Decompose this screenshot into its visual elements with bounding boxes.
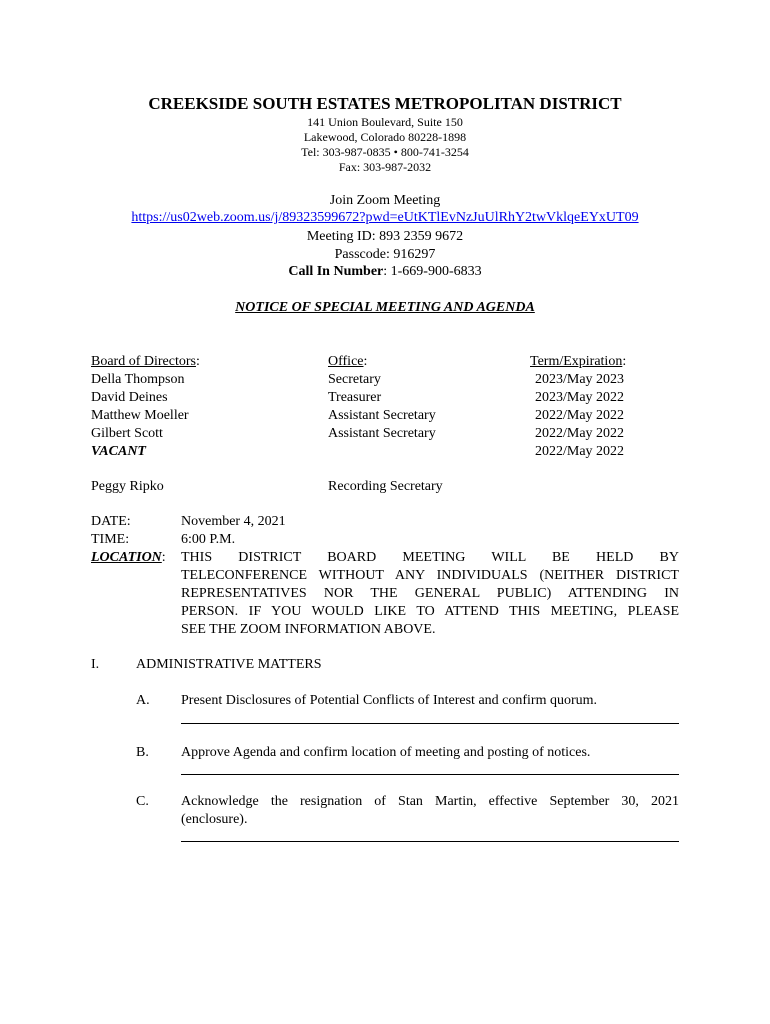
time-value: 6:00 P.M. [181, 532, 236, 547]
agenda-item-text: Acknowledge the resignation of Stan Martin, effective September 30, 2021 (enclosure). [181, 794, 679, 827]
section-number: I. [91, 657, 100, 672]
date-label: DATE: [91, 514, 131, 529]
address-line-2: Lakewood, Colorado 80228-1898 [303, 130, 467, 144]
section-title: ADMINISTRATIVE MATTERS [136, 657, 322, 672]
time-label: TIME: [91, 532, 130, 547]
response-line [181, 841, 679, 842]
meeting-id: Meeting ID: 893 2359 9672 [306, 229, 464, 244]
agenda-item-text: Approve Agenda and confirm location of meeting and posting of notices. [181, 745, 591, 760]
join-zoom-label: Join Zoom Meeting [329, 193, 441, 208]
response-line [181, 723, 679, 724]
director-name: David Deines [91, 390, 168, 405]
director-name: Matthew Moeller [91, 408, 189, 423]
office: Secretary [328, 372, 381, 387]
board-header: Board of Directors [91, 354, 196, 369]
term: 2022/May 2022 [535, 408, 625, 423]
item-letter: C. [136, 794, 149, 809]
board-term-column: Term/Expiration: 2023/May 2023 2023/May 2022 2022/May 2022 2022/May 2022 2022/May 2022 [530, 353, 670, 461]
zoom-meeting-link[interactable]: https://us02web.zoom.us/j/89323599672?pwd=eUtKTlEvNzJuUlRhY2twVklqeEYxUT09 [131, 210, 639, 225]
agenda-item-text: Present Disclosures of Potential Conflicts of Interest and confirm quorum. [181, 693, 598, 708]
office-header: Office [328, 354, 364, 369]
passcode: Passcode: 916297 [334, 247, 436, 262]
term: 2023/May 2023 [535, 372, 625, 387]
location-line: SEE THE ZOOM INFORMATION ABOVE. [181, 622, 436, 637]
fax: Fax: 303-987-2032 [338, 160, 432, 174]
address-line-1: 141 Union Boulevard, Suite 150 [307, 115, 463, 129]
telephone: Tel: 303-987-0835 • 800-741-3254 [301, 145, 469, 159]
location-line: PERSON. IF YOU WOULD LIKE TO ATTEND THIS MEETING, PLEASE [181, 604, 679, 619]
board-name-column: Board of Directors: Della Thompson David Deines Matthew Moeller Gilbert Scott VACANT [91, 353, 321, 461]
term-header: Term/Expiration [530, 354, 623, 369]
item-letter: A. [136, 693, 150, 708]
office: Treasurer [328, 390, 382, 405]
notice-title: NOTICE OF SPECIAL MEETING AND AGENDA [235, 300, 535, 315]
term: 2022/May 2022 [535, 444, 625, 459]
location-line: REPRESENTATIVES NOR THE GENERAL PUBLIC) ATTENDING IN [181, 586, 679, 601]
director-name-vacant: VACANT [91, 444, 146, 459]
date-value: November 4, 2021 [181, 514, 286, 529]
location-line: THIS DISTRICT BOARD MEETING WILL BE HELD BY [181, 550, 679, 565]
term: 2022/May 2022 [535, 426, 625, 441]
location-text [181, 549, 679, 639]
location-line: TELECONFERENCE WITHOUT ANY INDIVIDUALS (NEITHER DISTRICT [181, 568, 679, 583]
recording-secretary-name: Peggy Ripko [91, 479, 164, 494]
call-in-value: : 1-669-900-6833 [383, 264, 482, 279]
office: Assistant Secretary [328, 408, 436, 423]
district-title: CREEKSIDE SOUTH ESTATES METROPOLITAN DISTRICT [148, 94, 622, 113]
recording-secretary-office: Recording Secretary [328, 479, 443, 494]
call-in-label: Call In Number [288, 264, 384, 279]
director-name: Della Thompson [91, 372, 185, 387]
term: 2023/May 2022 [535, 390, 625, 405]
location-label: LOCATION: [91, 550, 166, 565]
board-office-column: Office: Secretary Treasurer Assistant Secretary Assistant Secretary [328, 353, 518, 443]
item-letter: B. [136, 745, 149, 760]
director-name: Gilbert Scott [91, 426, 163, 441]
office: Assistant Secretary [328, 426, 436, 441]
response-line [181, 774, 679, 775]
call-in-number [0, 263, 770, 281]
